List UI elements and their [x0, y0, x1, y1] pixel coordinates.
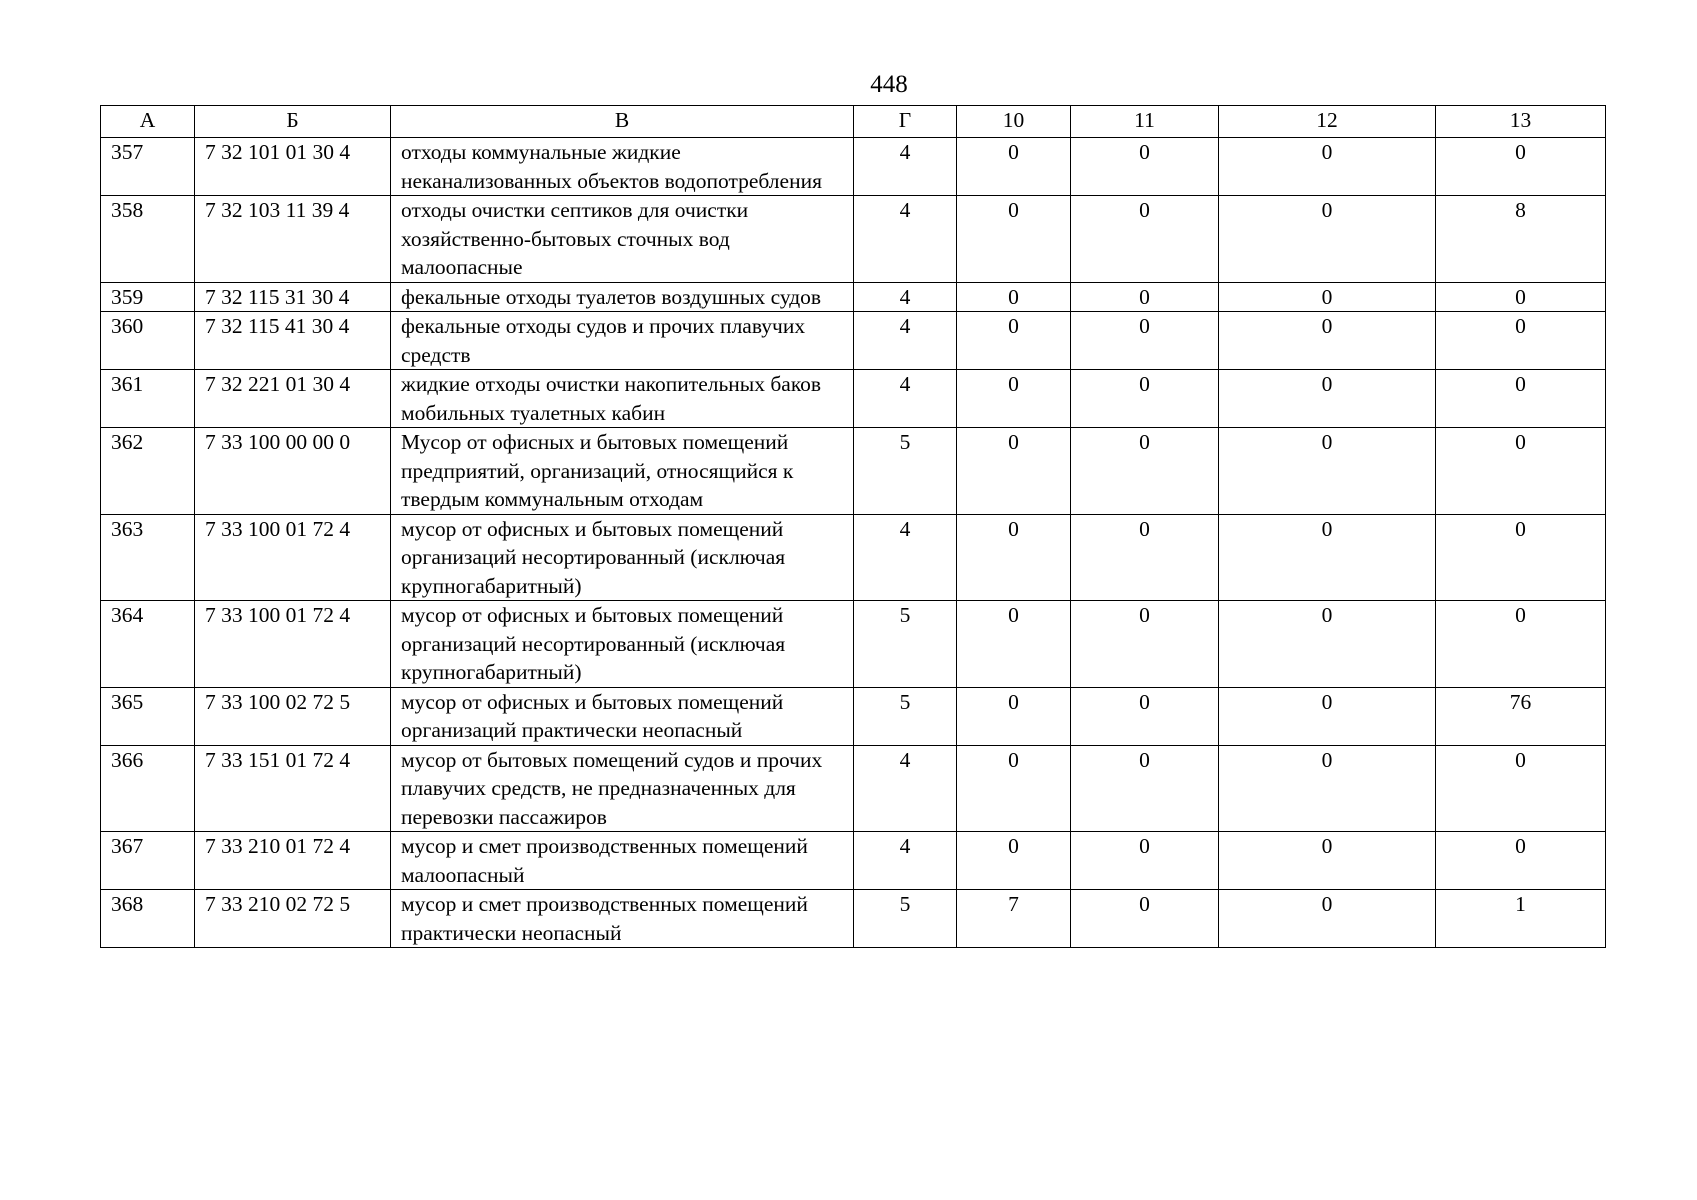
value-cell-11: 0 [1071, 832, 1219, 890]
table-row [101, 428, 1606, 515]
value-cell-13: 0 [1436, 370, 1606, 428]
waste-name-cell: жидкие отходы очистки накопительных баков мобильных туалетных кабин [391, 370, 854, 428]
value-cell-12: 0 [1219, 832, 1436, 890]
value-cell-10: 0 [957, 514, 1071, 601]
waste-code-cell: 7 33 100 00 00 0 [195, 428, 391, 515]
table-row [101, 196, 1606, 283]
row-number-cell: 363 [101, 514, 195, 601]
value-cell-10: 0 [957, 282, 1071, 312]
hazard-class-cell: 4 [854, 196, 957, 283]
value-cell-13: 0 [1436, 514, 1606, 601]
waste-code-cell: 7 32 101 01 30 4 [195, 138, 391, 196]
header-cell: Г [854, 106, 957, 138]
value-cell-11: 0 [1071, 312, 1219, 370]
hazard-class-cell: 5 [854, 428, 957, 515]
waste-name-cell: отходы коммунальные жидкие неканализованных объектов водопотребления [391, 138, 854, 196]
header-cell: 11 [1071, 106, 1219, 138]
header-cell: 10 [957, 106, 1071, 138]
waste-name-cell: мусор и смет производственных помещений малоопасный [391, 832, 854, 890]
header-cell: Б [195, 106, 391, 138]
value-cell-13: 0 [1436, 428, 1606, 515]
row-number-cell: 366 [101, 745, 195, 832]
hazard-class-cell: 5 [854, 890, 957, 948]
waste-code-cell: 7 33 151 01 72 4 [195, 745, 391, 832]
waste-name-cell: Мусор от офисных и бытовых помещений предприятий, организаций, относящийся к твердым коммунальным отходам [391, 428, 854, 515]
value-cell-13: 0 [1436, 282, 1606, 312]
value-cell-10: 0 [957, 138, 1071, 196]
row-number-cell: 365 [101, 687, 195, 745]
value-cell-12: 0 [1219, 745, 1436, 832]
waste-code-cell: 7 32 115 41 30 4 [195, 312, 391, 370]
table-row [101, 890, 1606, 948]
value-cell-13: 0 [1436, 832, 1606, 890]
value-cell-10: 0 [957, 312, 1071, 370]
waste-code-cell: 7 33 100 01 72 4 [195, 514, 391, 601]
table-row [101, 601, 1606, 688]
waste-name-cell: мусор от бытовых помещений судов и прочих плавучих средств, не предназначенных для перевозки пассажиров [391, 745, 854, 832]
value-cell-11: 0 [1071, 196, 1219, 283]
value-cell-13: 76 [1436, 687, 1606, 745]
waste-code-cell: 7 32 115 31 30 4 [195, 282, 391, 312]
waste-code-cell: 7 33 100 02 72 5 [195, 687, 391, 745]
value-cell-10: 0 [957, 832, 1071, 890]
value-cell-10: 0 [957, 687, 1071, 745]
row-number-cell: 364 [101, 601, 195, 688]
row-number-cell: 368 [101, 890, 195, 948]
row-number-cell: 367 [101, 832, 195, 890]
table-row [101, 370, 1606, 428]
value-cell-10: 7 [957, 890, 1071, 948]
value-cell-12: 0 [1219, 428, 1436, 515]
header-cell: А [101, 106, 195, 138]
row-number-cell: 361 [101, 370, 195, 428]
hazard-class-cell: 4 [854, 312, 957, 370]
table-row [101, 745, 1606, 832]
waste-code-cell: 7 33 210 01 72 4 [195, 832, 391, 890]
table-row [101, 832, 1606, 890]
value-cell-13: 0 [1436, 745, 1606, 832]
hazard-class-cell: 4 [854, 138, 957, 196]
waste-code-cell: 7 33 100 01 72 4 [195, 601, 391, 688]
hazard-class-cell: 4 [854, 514, 957, 601]
value-cell-11: 0 [1071, 687, 1219, 745]
value-cell-10: 0 [957, 370, 1071, 428]
value-cell-12: 0 [1219, 890, 1436, 948]
value-cell-12: 0 [1219, 601, 1436, 688]
value-cell-11: 0 [1071, 890, 1219, 948]
value-cell-13: 1 [1436, 890, 1606, 948]
value-cell-12: 0 [1219, 138, 1436, 196]
page-number: 448 [870, 71, 908, 98]
hazard-class-cell: 5 [854, 601, 957, 688]
table-row [101, 312, 1606, 370]
value-cell-10: 0 [957, 428, 1071, 515]
header-cell: 13 [1436, 106, 1606, 138]
row-number-cell: 359 [101, 282, 195, 312]
waste-name-cell: мусор и смет производственных помещений практически неопасный [391, 890, 854, 948]
value-cell-11: 0 [1071, 428, 1219, 515]
value-cell-13: 0 [1436, 138, 1606, 196]
waste-name-cell: мусор от офисных и бытовых помещений организаций несортированный (исключая крупногабаритный) [391, 514, 854, 601]
table-header-row [101, 106, 1606, 138]
waste-name-cell: фекальные отходы туалетов воздушных судов [391, 282, 854, 312]
waste-code-cell: 7 32 103 11 39 4 [195, 196, 391, 283]
value-cell-11: 0 [1071, 514, 1219, 601]
value-cell-10: 0 [957, 601, 1071, 688]
table-row [101, 138, 1606, 196]
hazard-class-cell: 4 [854, 745, 957, 832]
hazard-class-cell: 4 [854, 370, 957, 428]
waste-name-cell: мусор от офисных и бытовых помещений организаций несортированный (исключая крупногабаритный) [391, 601, 854, 688]
value-cell-13: 0 [1436, 312, 1606, 370]
hazard-class-cell: 4 [854, 282, 957, 312]
value-cell-11: 0 [1071, 370, 1219, 428]
value-cell-11: 0 [1071, 138, 1219, 196]
waste-name-cell: мусор от офисных и бытовых помещений организаций практически неопасный [391, 687, 854, 745]
value-cell-12: 0 [1219, 196, 1436, 283]
row-number-cell: 357 [101, 138, 195, 196]
value-cell-10: 0 [957, 745, 1071, 832]
waste-data-table [100, 105, 1606, 948]
table-row [101, 282, 1606, 312]
value-cell-12: 0 [1219, 687, 1436, 745]
table-row [101, 687, 1606, 745]
header-cell: 12 [1219, 106, 1436, 138]
value-cell-13: 0 [1436, 601, 1606, 688]
value-cell-10: 0 [957, 196, 1071, 283]
header-cell: В [391, 106, 854, 138]
value-cell-12: 0 [1219, 370, 1436, 428]
row-number-cell: 360 [101, 312, 195, 370]
row-number-cell: 362 [101, 428, 195, 515]
hazard-class-cell: 4 [854, 832, 957, 890]
table-body [101, 138, 1606, 948]
value-cell-12: 0 [1219, 312, 1436, 370]
value-cell-12: 0 [1219, 282, 1436, 312]
table-row [101, 514, 1606, 601]
value-cell-11: 0 [1071, 745, 1219, 832]
value-cell-12: 0 [1219, 514, 1436, 601]
waste-name-cell: фекальные отходы судов и прочих плавучих средств [391, 312, 854, 370]
waste-code-cell: 7 32 221 01 30 4 [195, 370, 391, 428]
value-cell-11: 0 [1071, 282, 1219, 312]
value-cell-13: 8 [1436, 196, 1606, 283]
row-number-cell: 358 [101, 196, 195, 283]
hazard-class-cell: 5 [854, 687, 957, 745]
value-cell-11: 0 [1071, 601, 1219, 688]
waste-name-cell: отходы очистки септиков для очистки хозяйственно-бытовых сточных вод малоопасные [391, 196, 854, 283]
waste-code-cell: 7 33 210 02 72 5 [195, 890, 391, 948]
